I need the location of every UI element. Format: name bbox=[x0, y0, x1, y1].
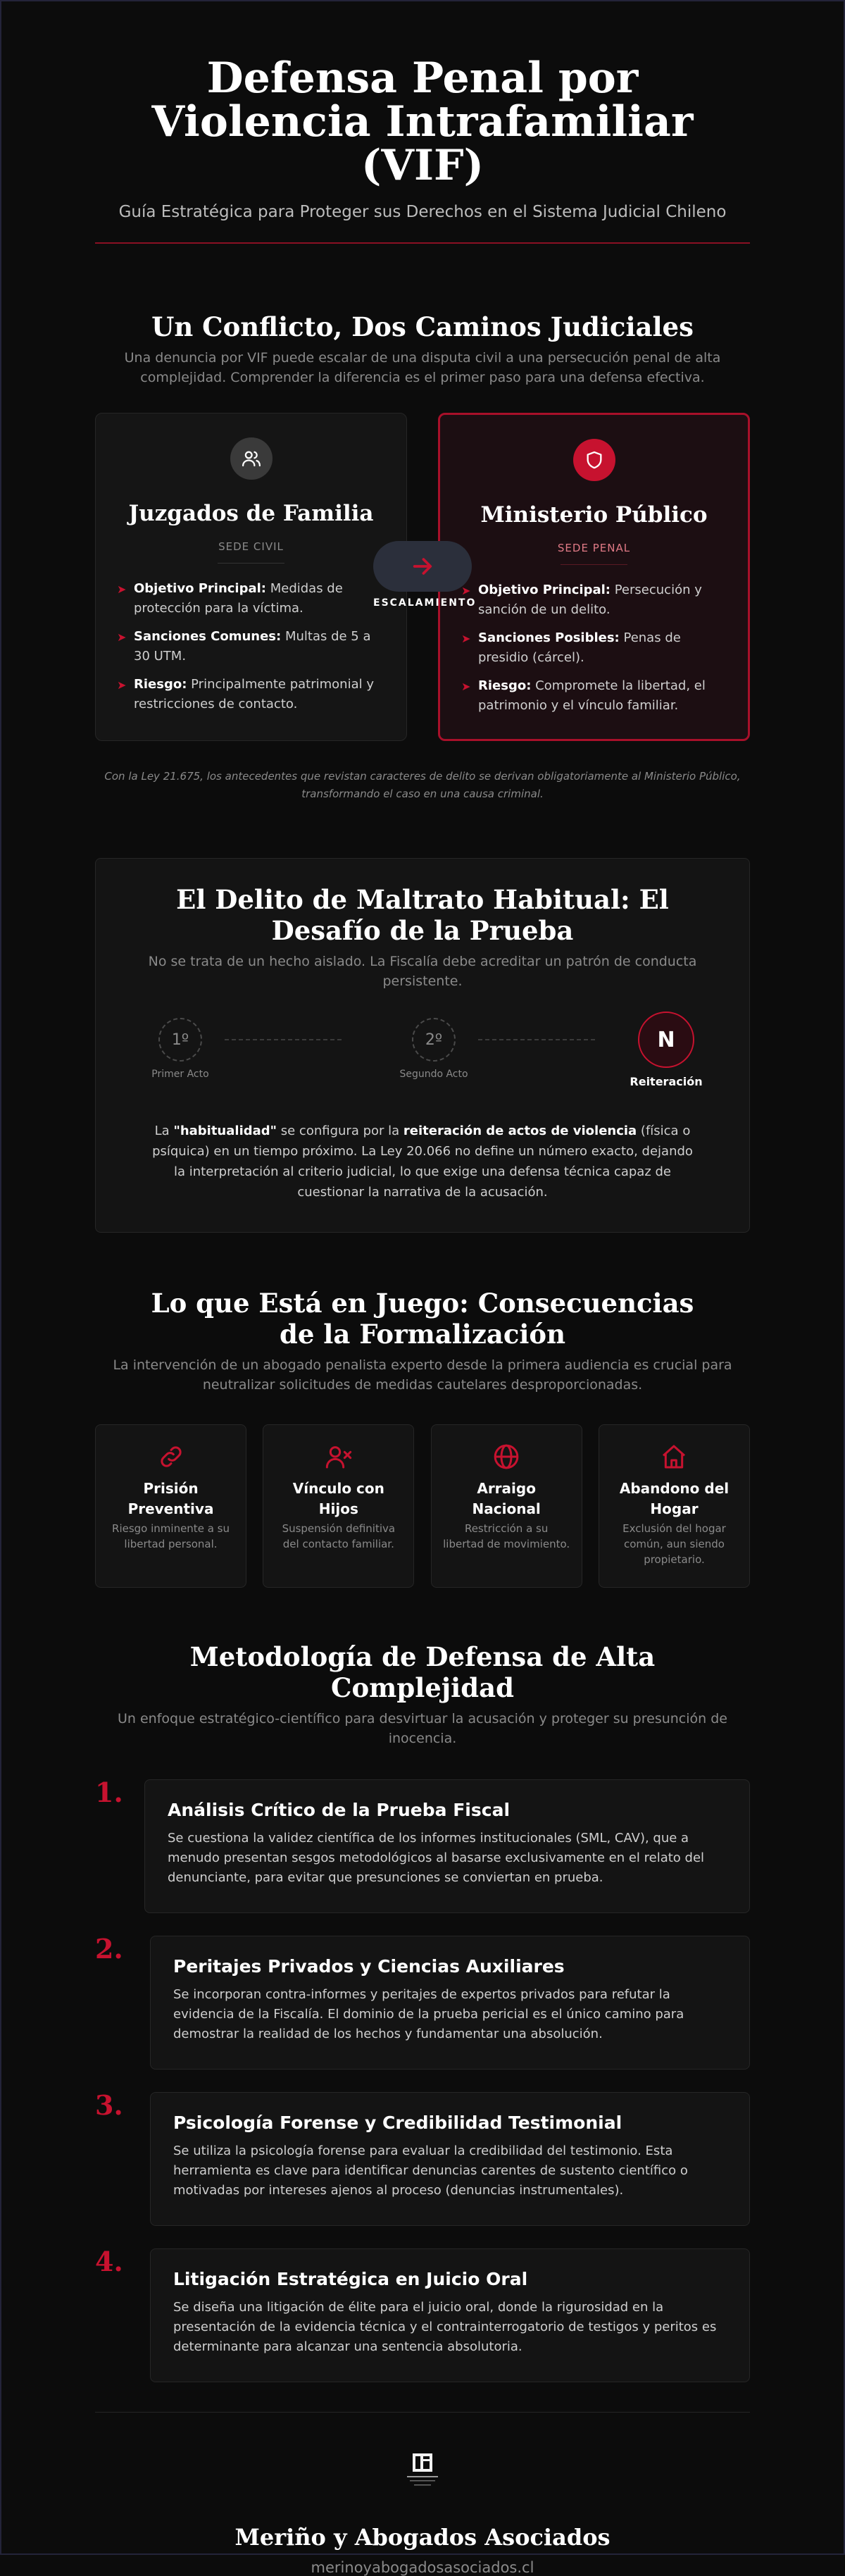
methodology-card-desc: Se incorporan contra-informes y peritajes de expertos privados para refutar la evidencia de la Fiscalía. El dominio de la prueba pericial es el único camino para demostrar la realidad de los hechos y fundamentar una absolución. bbox=[173, 1987, 684, 2041]
family-court-list bbox=[115, 579, 387, 714]
consequence-desc: Riesgo inminente a su libertad personal. bbox=[112, 1522, 230, 1550]
methodology-card bbox=[150, 2092, 750, 2226]
methodology-card-title: Psicología Forense y Credibilidad Testimonial bbox=[173, 2113, 622, 2133]
habituality-explanation: La "habitualidad" se configura por la reiteración de actos de violencia (física o psíquica) en un tiempo próximo. La Ley 20.066 no define un número exacto, dejando la interpretación al criterio judicial, lo que exige una defensa técnica capaz de cuestionar la narrativa de la acusación. bbox=[152, 1124, 693, 1200]
methodology-card-title: Peritajes Privados y Ciencias Auxiliares bbox=[173, 1956, 565, 1977]
methodology-card-desc: Se utiliza la psicología forense para evaluar la credibilidad del testimonio. Esta herramienta es clave para identificar denuncias carentes de sustento científico o motivadas por intereses ajenos al proceso (denuncias instrumentales). bbox=[173, 2143, 688, 2198]
home-icon bbox=[611, 1441, 738, 1473]
maltrato-title: El Delito de Maltrato Habitual: El Desafío de la Prueba bbox=[176, 884, 669, 946]
prosecution-list bbox=[460, 580, 728, 716]
methodology-card-desc: Se cuestiona la validez científica de los informes institucionales (SML, CAV), que a menudo presentan sesgos metodológicos al basarse exclusivamente en el relato del denunciante, para evitar que presunciones se conviertan en prueba. bbox=[168, 1831, 705, 1885]
step-marker: N bbox=[638, 1012, 694, 1068]
card-divider bbox=[561, 564, 627, 565]
penal-tag: SEDE PENAL bbox=[557, 542, 631, 554]
methodology-card-title: Litigación Estratégica en Juicio Oral bbox=[173, 2269, 528, 2289]
list-item: ➤ Objetivo Principal: Persecución y sanción de un delito. bbox=[461, 583, 702, 617]
maltrato-section bbox=[95, 858, 750, 1233]
consequence-card bbox=[431, 1424, 582, 1588]
step-label: Segundo Acto bbox=[399, 1069, 468, 1080]
methodology-step bbox=[95, 1933, 750, 2070]
stakes-section bbox=[95, 1288, 750, 1588]
step-number: 4. bbox=[95, 2246, 123, 2277]
methodology-step bbox=[95, 1779, 750, 1913]
list-item: ➤ Riesgo: Compromete la libertad, el patrimonio y el vínculo familiar. bbox=[461, 678, 706, 713]
conflict-subtitle: Una denuncia por VIF puede escalar de una disputa civil a una persecución penal de alta complejidad. Comprender la diferencia es el primer paso para una defensa efectiva. bbox=[124, 350, 721, 385]
arrow-right-icon bbox=[373, 541, 472, 592]
methodology-step bbox=[95, 2248, 750, 2382]
habituality-timeline bbox=[131, 1018, 714, 1109]
chevron-right-icon: ➤ bbox=[117, 583, 127, 596]
consequence-cards bbox=[95, 1424, 750, 1588]
stakes-title: Lo que Está en Juego: Consecuencias de la Formalización bbox=[151, 1288, 694, 1350]
link-icon bbox=[107, 1441, 234, 1473]
methodology-card-desc: Se diseña una litigación de élite para el juicio oral, donde la rigurosidad en la presentación de la evidencia técnica y el contrainterrogatorio de testigos y peritos es determinante para alcanzar una sentencia absolutoria. bbox=[173, 2300, 717, 2354]
escalation-indicator bbox=[373, 541, 477, 609]
methodology-list bbox=[95, 1779, 750, 2382]
step-first bbox=[131, 1018, 230, 1080]
firm-logo-icon bbox=[401, 2449, 444, 2493]
page-title: Defensa Penal por Violencia Intrafamiliar (VIF) bbox=[151, 54, 694, 190]
escalation-label: ESCALAMIENTO bbox=[373, 597, 477, 609]
methodology-step bbox=[95, 2089, 750, 2226]
firm-website-link[interactable]: merinoyabogadosasociados.cl bbox=[311, 2559, 534, 2576]
step-number: 2. bbox=[95, 1933, 123, 1965]
timeline-connector bbox=[225, 1039, 342, 1040]
users-icon bbox=[230, 437, 273, 480]
consequence-title: Arraigo Nacional bbox=[472, 1480, 541, 1517]
methodology-card bbox=[150, 2248, 750, 2382]
chevron-right-icon: ➤ bbox=[461, 680, 471, 693]
step-marker: 1º bbox=[158, 1018, 202, 1062]
methodology-subtitle: Un enfoque estratégico-científico para desvirtuar la acusación y proteger su presunción de inocencia. bbox=[117, 1711, 727, 1746]
consequence-card bbox=[263, 1424, 414, 1588]
list-item: ➤ Sanciones Comunes: Multas de 5 a 30 UTM. bbox=[117, 629, 371, 664]
step-label: Reiteración bbox=[630, 1075, 703, 1088]
step-second bbox=[384, 1018, 483, 1080]
consequence-desc: Restricción a su libertad de movimiento. bbox=[443, 1522, 570, 1550]
conflict-section bbox=[95, 311, 750, 803]
consequence-title: Abandono del Hogar bbox=[619, 1480, 730, 1517]
step-number: 1. bbox=[95, 1777, 123, 1808]
step-number: 3. bbox=[95, 2089, 123, 2121]
consequence-desc: Exclusión del hogar común, aun siendo propietario. bbox=[622, 1522, 726, 1566]
methodology-card-title: Análisis Crítico de la Prueba Fiscal bbox=[168, 1800, 511, 1820]
header-divider bbox=[95, 242, 750, 244]
list-item: ➤ Sanciones Posibles: Penas de presidio (cárcel). bbox=[461, 630, 681, 665]
consequence-title: Vínculo con Hijos bbox=[292, 1480, 384, 1517]
prosecution-card bbox=[438, 413, 750, 741]
law-note: Con la Ley 21.675, los antecedentes que revistan caracteres de delito se derivan obligatoriamente al Ministerio Público, transformando el caso en una causa criminal. bbox=[104, 770, 741, 800]
globe-icon bbox=[443, 1441, 570, 1473]
step-marker: 2º bbox=[412, 1018, 456, 1062]
comparison-cards bbox=[95, 413, 750, 741]
chevron-right-icon: ➤ bbox=[461, 584, 471, 597]
list-item: ➤ Objetivo Principal: Medidas de protección para la víctima. bbox=[117, 581, 343, 616]
methodology-card bbox=[144, 1779, 750, 1913]
conflict-title: Un Conflicto, Dos Caminos Judiciales bbox=[151, 311, 694, 342]
chevron-right-icon: ➤ bbox=[461, 632, 471, 645]
list-item: ➤ Riesgo: Principalmente patrimonial y restricciones de contacto. bbox=[117, 677, 374, 711]
step-label: Primer Acto bbox=[151, 1069, 209, 1080]
footer-divider bbox=[95, 2412, 750, 2413]
consequence-card bbox=[95, 1424, 246, 1588]
chevron-right-icon: ➤ bbox=[117, 630, 127, 644]
methodology-title: Metodología de Defensa de Alta Complejidad bbox=[189, 1641, 656, 1703]
consequence-desc: Suspensión definitiva del contacto familiar. bbox=[282, 1522, 396, 1550]
methodology-card bbox=[150, 1936, 750, 2070]
civil-tag: SEDE CIVIL bbox=[218, 540, 284, 553]
shield-icon bbox=[573, 439, 615, 481]
timeline-connector bbox=[478, 1039, 595, 1040]
methodology-section bbox=[95, 1641, 750, 2382]
firm-name: Meriño y Abogados Asociados bbox=[234, 2524, 611, 2551]
prosecution-title: Ministerio Público bbox=[480, 502, 708, 528]
family-court-title: Juzgados de Familia bbox=[128, 501, 374, 526]
step-repetition bbox=[617, 1018, 715, 1088]
footer bbox=[95, 2412, 750, 2576]
maltrato-subtitle: No se trata de un hecho aislado. La Fiscalía debe acreditar un patrón de conducta persistente. bbox=[148, 954, 697, 989]
family-court-card bbox=[95, 413, 407, 741]
stakes-subtitle: La intervención de un abogado penalista experto desde la primera audiencia es crucial para neutralizar solicitudes de medidas cautelares desproporcionadas. bbox=[113, 1357, 732, 1393]
consequence-title: Prisión Preventiva bbox=[127, 1480, 214, 1517]
card-divider bbox=[218, 563, 284, 564]
chevron-right-icon: ➤ bbox=[117, 678, 127, 692]
page-subtitle: Guía Estratégica para Proteger sus Derechos en el Sistema Judicial Chileno bbox=[118, 203, 727, 221]
consequence-card bbox=[599, 1424, 750, 1588]
user-remove-icon bbox=[275, 1441, 402, 1473]
